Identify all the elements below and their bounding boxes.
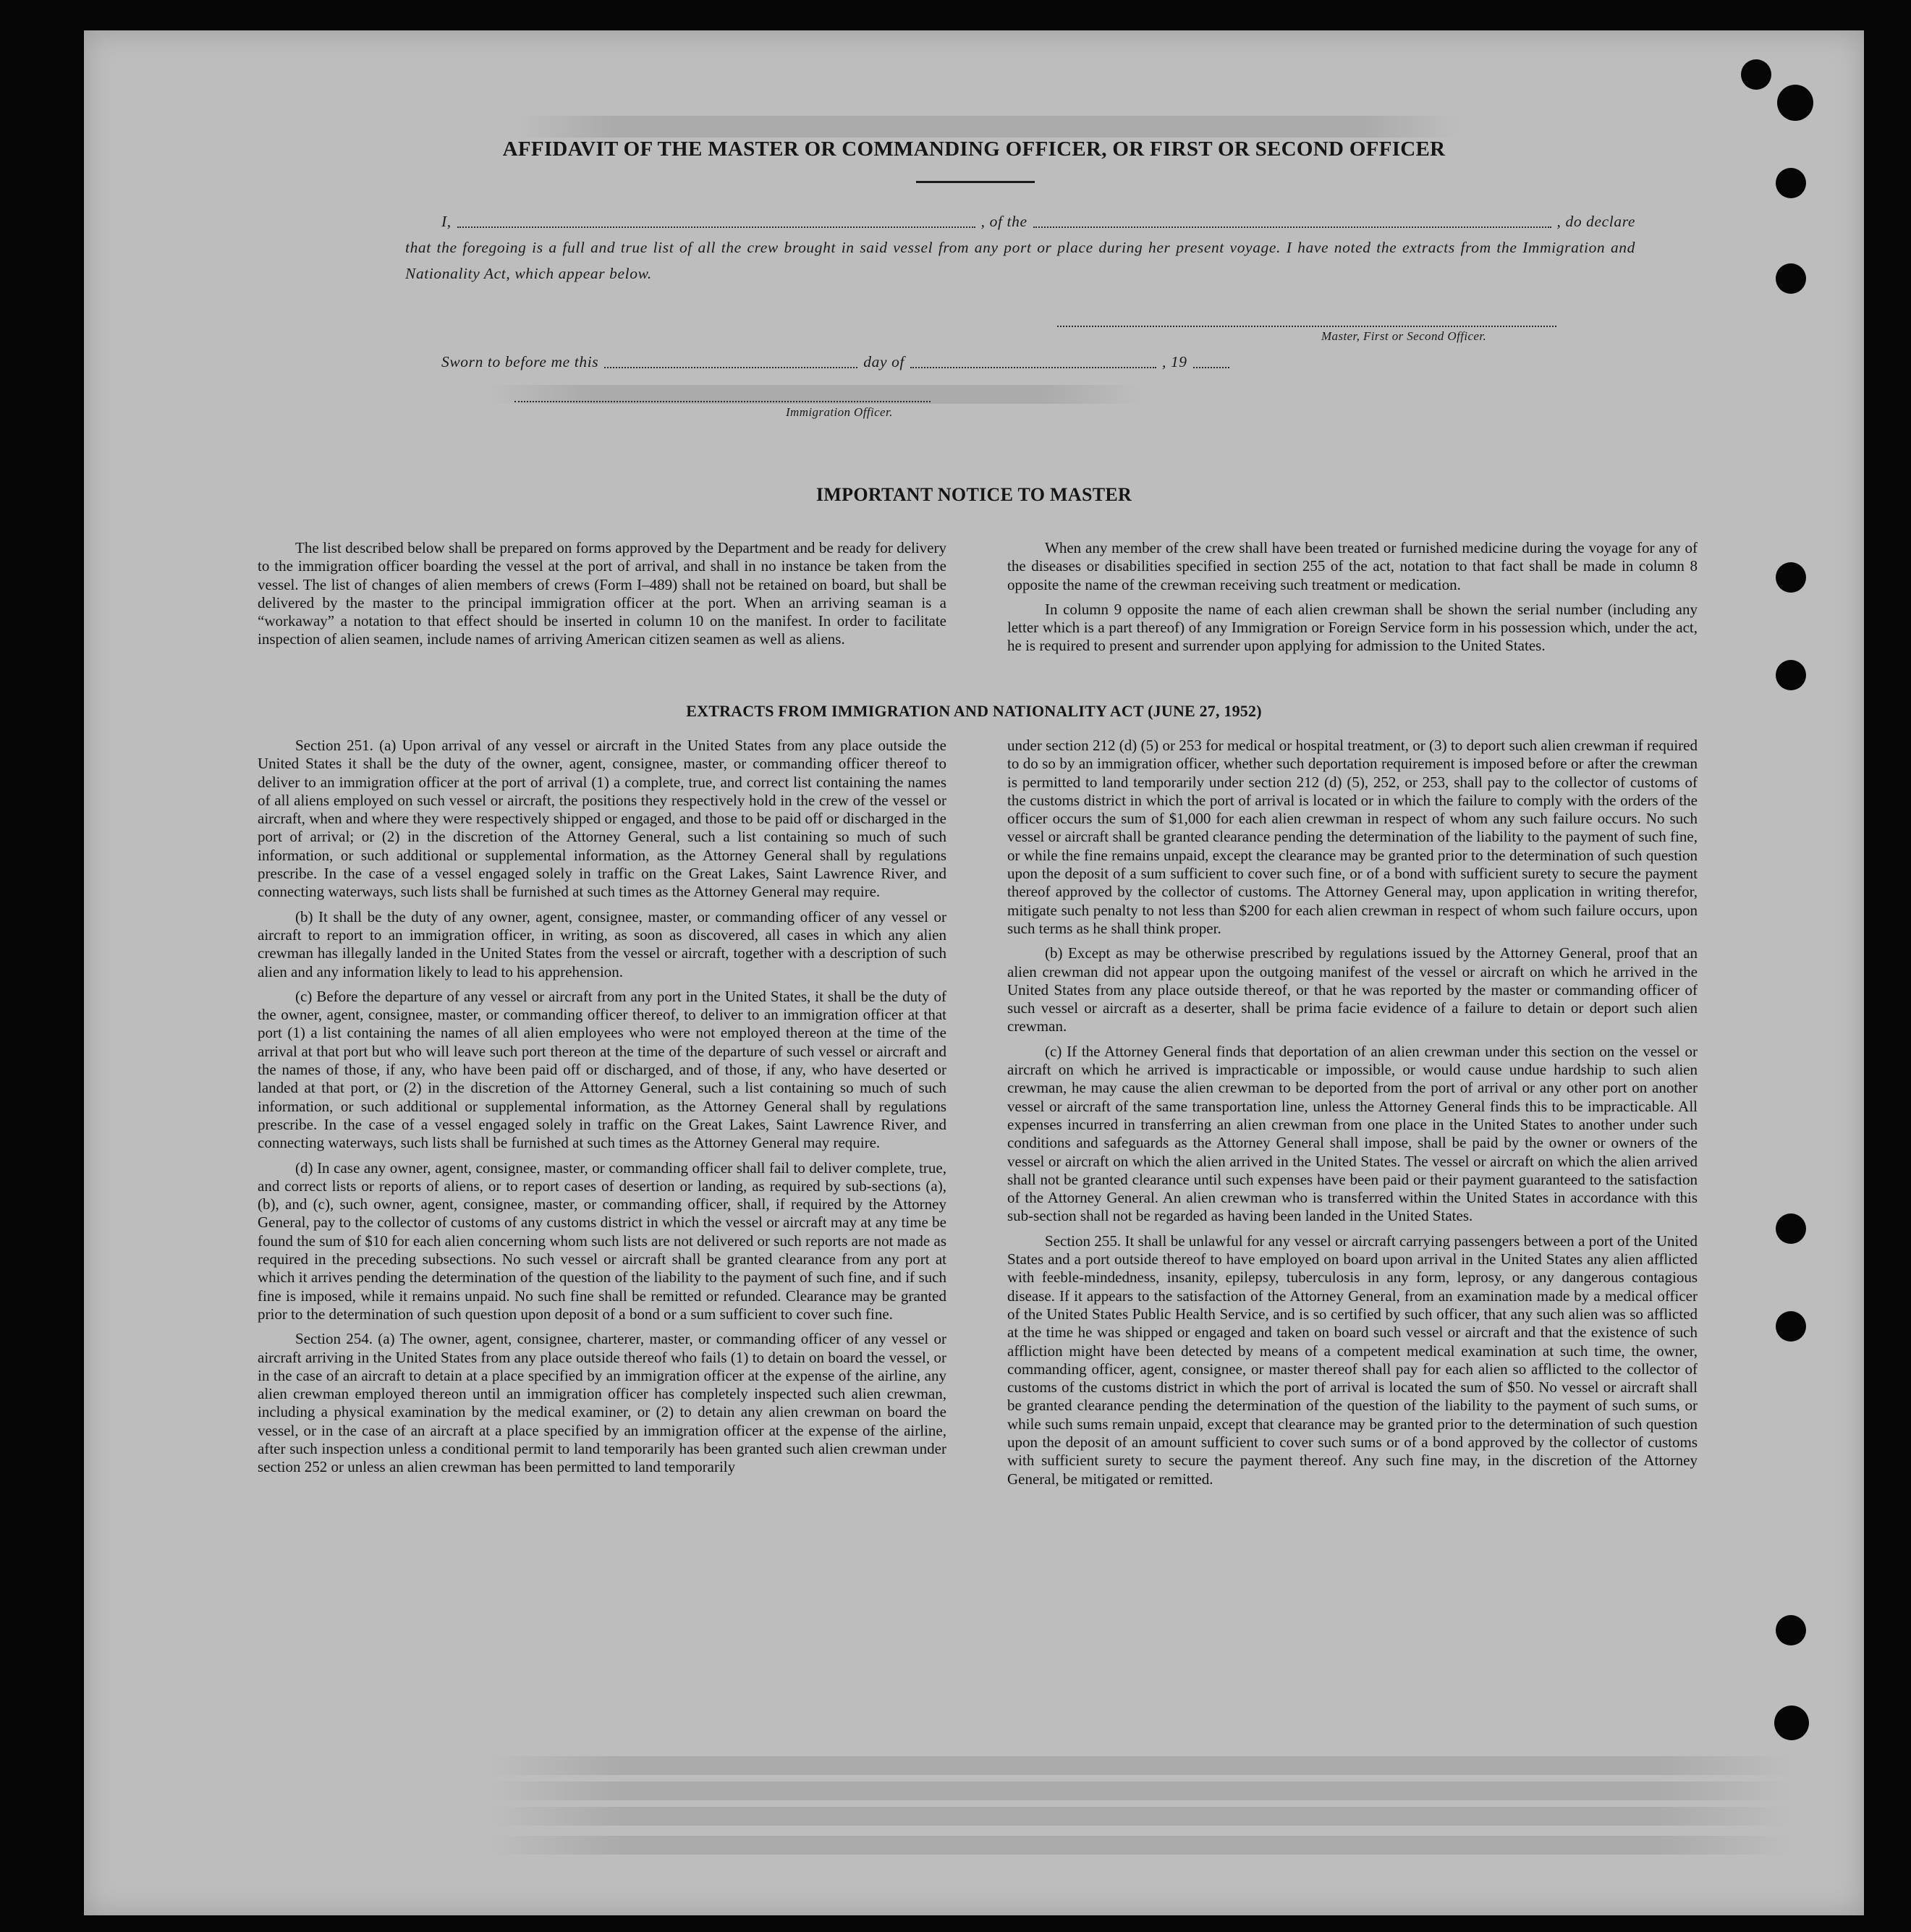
year-label: , 19 (1162, 353, 1187, 370)
binder-hole (1776, 1615, 1806, 1645)
i-label: I, (441, 213, 452, 230)
notice-right (1007, 539, 1698, 662)
binder-hole (1776, 1311, 1806, 1342)
bleed-through (518, 116, 1459, 137)
day-of-label: day of (863, 353, 904, 370)
document-page (84, 30, 1864, 1915)
section-254-a: Section 254. (a) The owner, agent, consignee, charterer, master, or commanding officer of any vessel or aircraft arriving in the United States from any place outside thereof who fails (1) to detain on board the vessel, or in the case of an aircraft to detain at a place specified by an immigration officer at the expense of the airline, any alien crewman employed thereon until an immigration officer has completely inspected such alien crewman, including a physical examination by the medical examiner, or (2) to detain any alien crewman on board the vessel, or in the case of an aircraft at a place specified by an immigration officer at the expense of the airline, after such inspection unless a conditional permit to land temporarily has been granted such alien crewman under section 252 or unless an alien crewman has been permitted to land temporarily (258, 1330, 946, 1476)
immigration-officer-label: Immigration Officer. (786, 405, 893, 419)
binder-hole (1774, 1706, 1809, 1740)
sworn-line (441, 349, 1360, 375)
master-signature-label: Master, First or Second Officer. (1321, 329, 1487, 343)
binder-hole (1776, 562, 1806, 593)
notice-left (258, 539, 946, 656)
bleed-through (489, 1781, 1792, 1800)
bleed-through (489, 1756, 1792, 1775)
notice-title: IMPORTANT NOTICE TO MASTER (815, 484, 1132, 505)
name-blank[interactable] (457, 226, 975, 228)
extracts-title: EXTRACTS FROM IMMIGRATION AND NATIONALITY ACT (JUNE 27, 1952) (686, 702, 1262, 720)
notice-right-text-1: When any member of the crew shall have been treated or furnished medicine during the voyage for any of the diseases or disabilities specified in section 255 of the act, notation to that fact shall be made in column 8 opposite the name of the crewman receiving such treatment or medication. (1007, 539, 1698, 593)
title-rule (916, 181, 1035, 183)
section-254-b: (b) Except as may be otherwise prescribed by regulations issued by the Attorney General, proof that an alien crewman did not appear upon the outgoing manifest of the vessel or aircraft on which he arrived in the United States from any place outside thereof, or that he was reported by the master or commanding officer of such vessel or aircraft as a deserter, shall be prima facie evidence of a failure to detain or deport such alien crewman. (1007, 944, 1698, 1035)
section-251-d: (d) In case any owner, agent, consignee, master, or commanding officer shall fail to deliver complete, true, and correct lists or reports of aliens, or to report cases of desertion or landing, as required by sub-sections (a), (b), and (c), such owner, agent, consignee, master, or commanding officer, shall, if required by the Attorney General, pay to the collector of customs of any customs district in which the vessel or aircraft may at any time be found the sum of $10 for each alien concerning whom such lists are not delivered or such reports are not made as required in the preceding subsections. No such vessel or aircraft shall be granted clearance from any port at which it arrives pending the determination of the question of the liability to the payment of such fine, and if such fine is imposed, while it remains unpaid. No such fine shall be remitted or refunded. Clearance may be granted prior to the determination of such question upon deposit of a bond or a sum sufficient to cover such fine. (258, 1158, 946, 1323)
affidavit-title: AFFIDAVIT OF THE MASTER OR COMMANDING OFFICER, OR FIRST OR SECOND OFFICER (502, 137, 1446, 161)
bleed-through (489, 1807, 1792, 1826)
immigration-officer-line[interactable] (514, 401, 931, 402)
section-255: Section 255. It shall be unlawful for any vessel or aircraft carrying passengers between a port of the United States and a port outside thereof to have employed on board upon arrival in the United States any alien afflicted with feeble-mindedness, insanity, epilepsy, tuberculosis in any form, leprosy, or any dangerous contagious disease. If it appears to the satisfaction of the Attorney General, from an examination made by a medical officer of the United States Public Health Service, and is so certified by such officer, that any such alien was so afflicted at the time he was shipped or engaged and taken on board such vessel or aircraft and that the existence of such affliction might have been detected by means of a competent medical examination at such time, the owner, commanding officer, agent, consignee, or master thereof shall pay for each alien so afflicted to the collector of customs of the customs district in which the port of arrival is located the sum of $50. No vessel or aircraft shall be granted clearance pending the determination of the question of the liability to the payment of such sums, or while such sums remain unpaid, except that clearance may be granted prior to the determination of such question upon the deposit of an amount sufficient to cover such sums or of a bond approved by the collector of customs with sufficient surety to secure the payment thereof. Any such fine may, in the discretion of the Attorney General, be mitigated or remitted. (1007, 1232, 1698, 1488)
extracts-left-column (258, 737, 946, 1483)
binder-hole (1741, 59, 1771, 90)
of-the-label: , of the (980, 213, 1027, 230)
sworn-month-blank[interactable] (910, 367, 1156, 368)
binder-hole (1776, 1213, 1806, 1244)
section-251-a: Section 251. (a) Upon arrival of any vessel or aircraft in the United States from any place outside the United States it shall be the duty of the owner, agent, consignee, master, or commanding officer thereof to deliver to an immigration officer at the port of arrival (1) a complete, true, and correct list containing the names of all aliens employed on such vessel or aircraft, the positions they respectively hold in the crew of the vessel or aircraft, when and where they were respectively shipped or engaged, and those to be paid off or discharged in the port of arrival; or (2) in the discretion of the Attorney General, such a list containing so much of such information, or such additional or supplemental information, as the Attorney General shall by regulations prescribe. In the case of a vessel engaged solely in traffic on the Great Lakes, Saint Lawrence River, and connecting waterways, such lists shall be furnished at such times as the Attorney General may require. (258, 737, 946, 901)
section-251-c: (c) Before the departure of any vessel or aircraft from any port in the United States, it shall be the duty of the owner, agent, consignee, master, or commanding officer thereof, to deliver to an immigration officer at that port (1) a list containing the names of all alien employees who were not employed thereon at the time of the arrival at that port but who will leave such port thereon at the time of the departure of such vessel or aircraft and the names of those, if any, who have been paid off or discharged, and of those, if any, who have deserted or landed at that port, or (2) in the discretion of the Attorney General, such a list containing so much of such information, or such additional or supplemental information, as the Attorney General shall by regulations prescribe. In the case of a vessel engaged solely in traffic on the Great Lakes, Saint Lawrence River, and connecting waterways, such lists shall be furnished at such times as the Attorney General may require. (258, 987, 946, 1152)
sworn-label: Sworn to before me this (441, 353, 599, 370)
master-signature-line[interactable] (1057, 326, 1556, 327)
notice-left-text: The list described below shall be prepared on forms approved by the Department and be ready for delivery to the immigration officer boarding the vessel at the port of arrival, and shall in no instance be taken from the vessel. The list of changes of alien members of crews (Form I–489) shall not be retained on board, but shall be delivered by the master to the principal immigration officer at the port. When an arriving seaman is a “workaway” a notation to that effect should be inserted in column 10 on the manifest. In order to facilitate inspection of alien seamen, include names of arriving American citizen seamen as well as aliens. (258, 539, 946, 648)
binder-hole (1776, 168, 1806, 198)
notice-right-text-2: In column 9 opposite the name of each alien crewman shall be shown the serial number (including any letter which is a part thereof) of any Immigration or Foreign Service form in his possession which, under the act, he is required to present and surrender upon applying for admission to the United States. (1007, 600, 1698, 655)
vessel-blank[interactable] (1033, 226, 1551, 228)
declaration-line (405, 208, 1635, 234)
section-254-a-continued: under section 212 (d) (5) or 253 for medical or hospital treatment, or (3) to deport such alien crewman if required to do so by an immigration officer, whether such deportation requirement is imposed before or after the crewman is permitted to land temporarily under section 212 (d) (5), 252, or 253, shall pay to the collector of customs of the customs district in which the port of arrival is located or in which the failure to comply with the orders of the officer occurs the sum of $1,000 for each alien crewman in respect of whom any such failure occurs. No such vessel or aircraft shall be granted clearance pending the determination of the liability to the payment of such fine, or while the fine remains unpaid, except the clearance may be granted prior to the determination of such question upon the deposit of a sum sufficient to cover such fine, or of a bond with sufficient surety to secure the payment thereof approved by the collector of customs. The Attorney General may, upon application in writing therefor, mitigate such penalty to not less than $200 for each alien crewman in respect of whom such failure occurs, upon such terms as he shall think proper. (1007, 737, 1698, 937)
declaration-body: that the foregoing is a full and true list of all the crew brought in said vessel from any port or place during her present voyage. I have noted the extracts from the Immigration and Nationality Act, which appear below. (405, 239, 1635, 282)
sworn-day-blank[interactable] (604, 367, 857, 368)
binder-hole (1776, 263, 1806, 294)
sworn-year-blank[interactable] (1193, 367, 1229, 368)
binder-hole (1776, 660, 1806, 690)
binder-hole (1777, 85, 1813, 121)
extracts-right-column (1007, 737, 1698, 1495)
declaration (405, 208, 1635, 287)
section-251-b: (b) It shall be the duty of any owner, agent, consignee, master, or commanding officer of any vessel or aircraft to report to an immigration officer, in writing, as soon as discovered, all cases in which any alien crewman has illegally landed in the United States from the vessel or aircraft, together with a description of such alien and any information likely to lead to his apprehension. (258, 907, 946, 980)
section-254-c: (c) If the Attorney General finds that deportation of an alien crewman under this section on the vessel or aircraft on which he arrived is impracticable or impossible, or would cause undue hardship to such alien crewman, he may cause the alien crewman to be deported from the port of arrival or any other port on another vessel or aircraft of the same transportation line, unless the Attorney General finds this to be impracticable. All expenses incurred in transferring an alien crewman from one place in the United States to another under such conditions and safeguards as the Attorney General shall impose, shall be paid by the owner or owners of the vessel or aircraft on which the alien arrived in the United States. The vessel or aircraft on which the alien arrived shall not be granted clearance until such expenses have been paid or their payment guaranteed to the satisfaction of the Attorney General. An alien crewman who is transferred within the United States in accordance with this sub-section shall not be regarded as having been landed in the United States. (1007, 1042, 1698, 1225)
bleed-through (489, 1836, 1792, 1855)
do-declare-label: , do declare (1556, 213, 1636, 230)
